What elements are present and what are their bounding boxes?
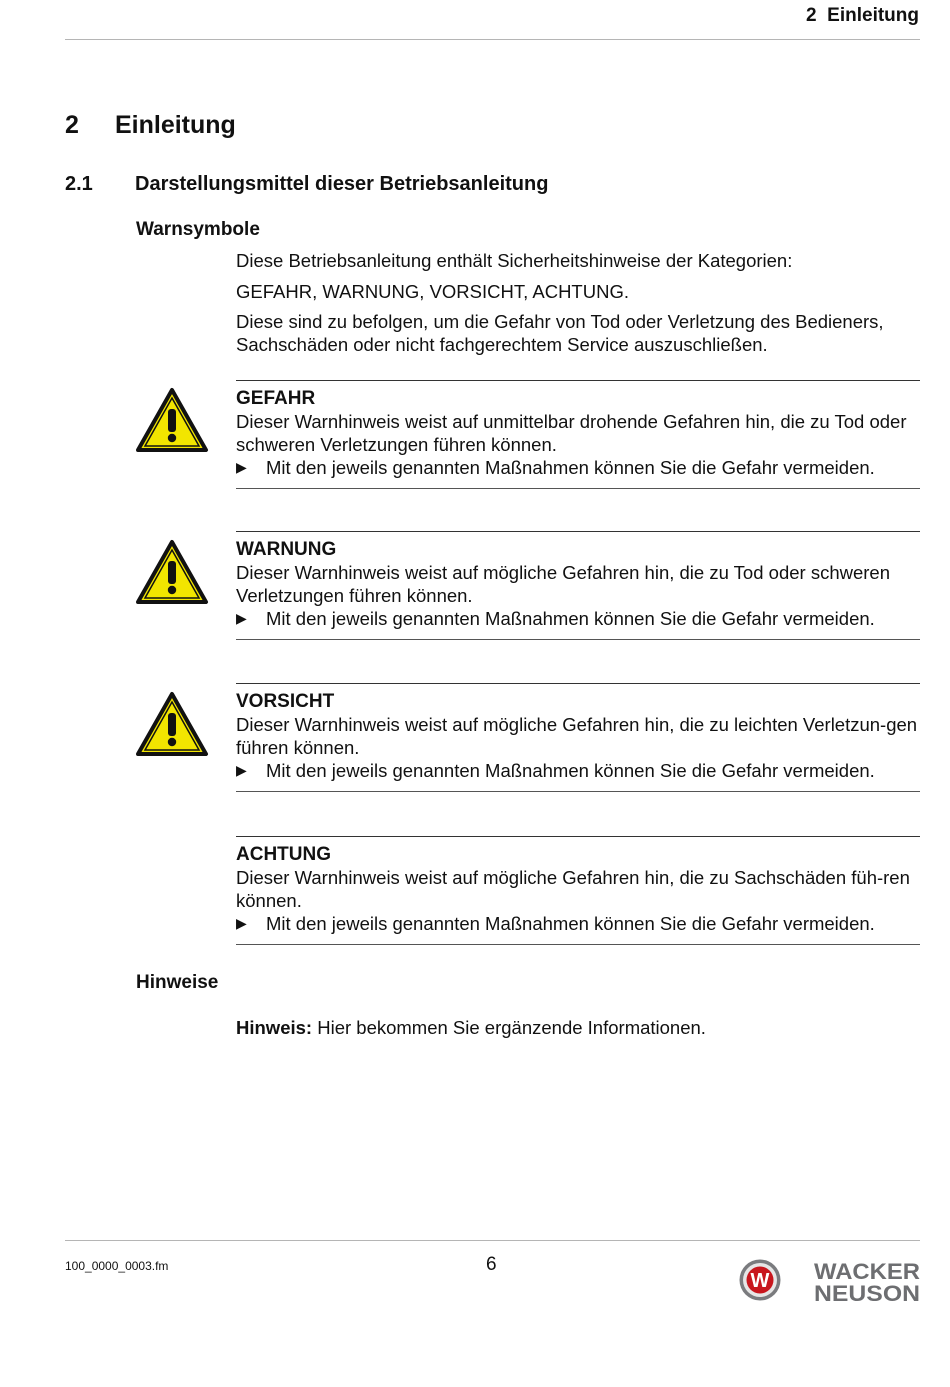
warning-bottom-rule xyxy=(236,639,920,640)
intro-paragraph-2: GEFAHR, WARNUNG, VORSICHT, ACHTUNG. xyxy=(236,281,629,302)
header-rule xyxy=(65,39,920,40)
step-arrow-icon: ▶ xyxy=(236,762,247,778)
page-number: 6 xyxy=(486,1254,497,1275)
step-arrow-icon: ▶ xyxy=(236,459,247,475)
warning-block-gefahr xyxy=(236,380,920,489)
warning-top-rule xyxy=(236,683,920,684)
warning-top-rule xyxy=(236,836,920,837)
warning-title: GEFAHR xyxy=(236,388,316,409)
wacker-neuson-logo xyxy=(738,1256,923,1304)
chapter-heading xyxy=(65,111,236,140)
warning-top-rule xyxy=(236,531,920,532)
warning-step-text: Mit den jeweils genannten Maßnahmen können Sie die Gefahr vermeiden. xyxy=(266,457,875,478)
warning-step-text: Mit den jeweils genannten Maßnahmen können Sie die Gefahr vermeiden. xyxy=(266,913,875,934)
warning-block-warnung xyxy=(236,531,920,640)
warning-step-text: Mit den jeweils genannten Maßnahmen können Sie die Gefahr vermeiden. xyxy=(266,608,875,629)
warning-bottom-rule xyxy=(236,944,920,945)
warning-block-achtung xyxy=(236,836,920,945)
warning-text: Dieser Warnhinweis weist auf unmittelbar drohende Gefahren hin, die zu Tod oder schweren Verletzungen führen können. xyxy=(236,411,907,455)
step-arrow-icon: ▶ xyxy=(236,610,247,626)
warning-step xyxy=(236,607,920,630)
intro-paragraph-1: Diese Betriebsanleitung enthält Sicherheitshinweise der Kategorien: xyxy=(236,250,793,271)
chapter-number: 2 xyxy=(65,111,79,139)
logo-line-1: WACKER xyxy=(814,1259,921,1284)
warning-title: ACHTUNG xyxy=(236,844,331,865)
warning-text: Dieser Warnhinweis weist auf mögliche Gefahren hin, die zu Tod oder schweren Verletzungen führen können. xyxy=(236,562,890,606)
warning-title: WARNUNG xyxy=(236,539,337,560)
warning-text: Dieser Warnhinweis weist auf mögliche Gefahren hin, die zu Sachschäden füh-ren können. xyxy=(236,867,910,911)
hinweis-label: Hinweis: xyxy=(236,1017,313,1038)
section-heading xyxy=(65,173,548,196)
warning-step xyxy=(236,759,920,782)
section-number: 2.1 xyxy=(65,173,93,195)
warnsymbole-heading: Warnsymbole xyxy=(136,219,260,240)
chapter-title: Einleitung xyxy=(115,111,236,139)
logo-mark: W xyxy=(750,1270,770,1292)
hinweis-note xyxy=(236,1016,926,1039)
warning-step xyxy=(236,912,920,935)
warning-bottom-rule xyxy=(236,791,920,792)
warning-title: VORSICHT xyxy=(236,691,335,712)
warning-triangle-icon xyxy=(135,539,209,605)
step-arrow-icon: ▶ xyxy=(236,915,247,931)
running-header-title: 2 Einleitung xyxy=(806,5,919,26)
hinweise-heading: Hinweise xyxy=(136,972,219,993)
section-title: Darstellungsmittel dieser Betriebsanleitung xyxy=(135,173,549,195)
logo-line-2: NEUSON xyxy=(814,1281,920,1304)
warning-triangle-icon xyxy=(135,691,209,757)
hinweis-text: Hier bekommen Sie ergänzende Informationen. xyxy=(312,1017,706,1038)
warning-step-text: Mit den jeweils genannten Maßnahmen können Sie die Gefahr vermeiden. xyxy=(266,760,875,781)
warning-triangle-icon xyxy=(135,387,209,453)
intro-paragraph-3: Diese sind zu befolgen, um die Gefahr von Tod oder Verletzung des Bedieners, Sachschäden oder nicht fachgerechtem Service auszuschließen. xyxy=(236,311,884,355)
warning-bottom-rule xyxy=(236,488,920,489)
footer-rule xyxy=(65,1240,920,1241)
warning-block-vorsicht xyxy=(236,683,920,792)
warning-step xyxy=(236,456,920,479)
footer-filename: 100_0000_0003.fm xyxy=(65,1259,169,1273)
warning-text: Dieser Warnhinweis weist auf mögliche Gefahren hin, die zu leichten Verletzun-gen führen können. xyxy=(236,714,918,758)
warning-top-rule xyxy=(236,380,920,381)
